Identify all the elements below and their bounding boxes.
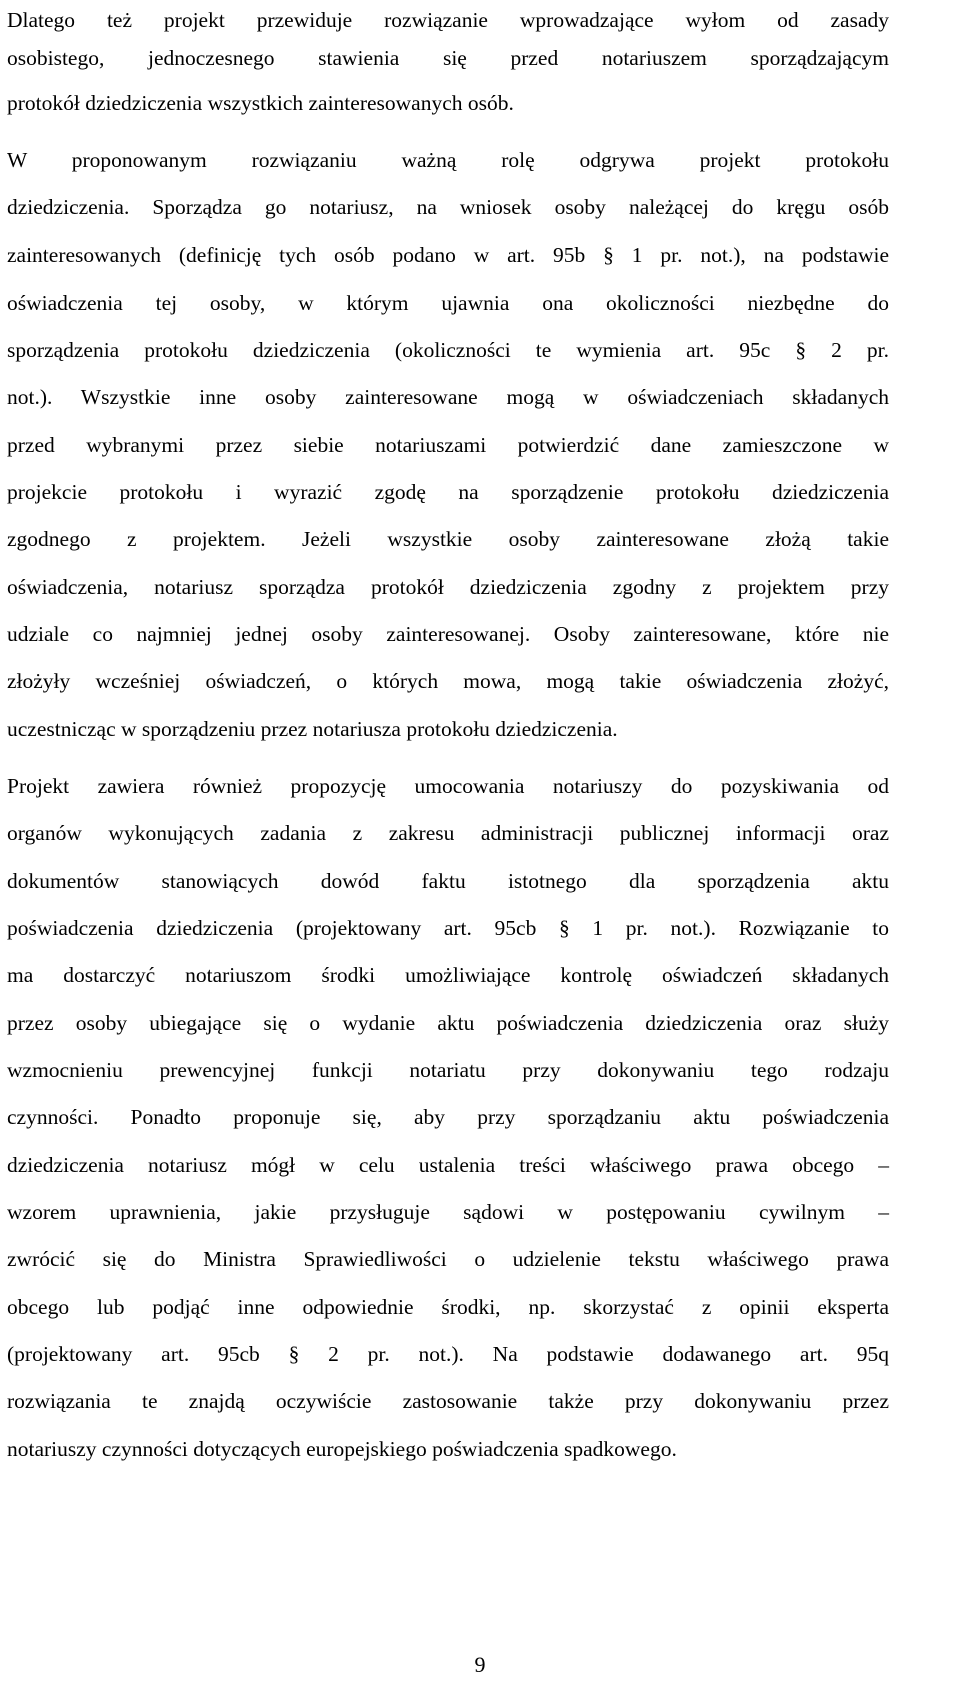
text-line: (projektowany art. 95cb § 2 pr. not.). Na podstawie dodawanego art. 95q bbox=[7, 1342, 889, 1366]
text-line: W proponowanym rozwiązaniu ważną rolę odgrywa projekt protokołu bbox=[7, 148, 889, 172]
page-number: 9 bbox=[474, 1652, 486, 1677]
text-line: protokół dziedziczenia wszystkich zainteresowanych osób. bbox=[7, 91, 514, 115]
text-line: uczestnicząc w sporządzeniu przez notariusza protokołu dziedziczenia. bbox=[7, 717, 618, 741]
text-line: przez osoby ubiegające się o wydanie aktu poświadczenia dziedziczenia oraz służy bbox=[7, 1011, 889, 1035]
text-line: rozwiązania te znajdą oczywiście zastosowanie także przy dokonywaniu przez bbox=[7, 1389, 889, 1413]
text-line: dziedziczenia notariusz mógł w celu ustalenia treści właściwego prawa obcego – bbox=[7, 1153, 889, 1177]
text-line: not.). Wszystkie inne osoby zainteresowane mogą w oświadczeniach składanych bbox=[7, 385, 889, 409]
text-line: czynności. Ponadto proponuje się, aby przy sporządzaniu aktu poświadczenia bbox=[7, 1105, 889, 1129]
text-line: poświadczenia dziedziczenia (projektowany art. 95cb § 1 pr. not.). Rozwiązanie to bbox=[7, 916, 889, 940]
text-line: wzorem uprawnienia, jakie przysługuje sądowi w postępowaniu cywilnym – bbox=[7, 1200, 889, 1224]
text-line: obcego lub podjąć inne odpowiednie środki, np. skorzystać z opinii eksperta bbox=[7, 1295, 889, 1319]
text-line: oświadczenia, notariusz sporządza protokół dziedziczenia zgodny z projektem przy bbox=[7, 575, 889, 599]
text-line: Projekt zawiera również propozycję umocowania notariuszy do pozyskiwania od bbox=[7, 774, 889, 798]
text-line: zgodnego z projektem. Jeżeli wszystkie osoby zainteresowane złożą takie bbox=[7, 527, 889, 551]
text-line: Dlatego też projekt przewiduje rozwiązanie wprowadzające wyłom od zasady bbox=[7, 8, 889, 32]
text-line: oświadczenia tej osoby, w którym ujawnia ona okoliczności niezbędne do bbox=[7, 291, 889, 315]
text-line: przed wybranymi przez siebie notariuszami potwierdzić dane zamieszczone w bbox=[7, 433, 889, 457]
text-line: udziale co najmniej jednej osoby zainteresowanej. Osoby zainteresowane, które nie bbox=[7, 622, 889, 646]
text-line: organów wykonujących zadania z zakresu administracji publicznej informacji oraz bbox=[7, 821, 889, 845]
text-line: dokumentów stanowiących dowód faktu istotnego dla sporządzenia aktu bbox=[7, 869, 889, 893]
text-line: dziedziczenia. Sporządza go notariusz, na wniosek osoby należącej do kręgu osób bbox=[7, 195, 889, 219]
text-line: złożyły wcześniej oświadczeń, o których mowa, mogą takie oświadczenia złożyć, bbox=[7, 669, 889, 693]
text-line: projekcie protokołu i wyrazić zgodę na sporządzenie protokołu dziedziczenia bbox=[7, 480, 889, 504]
text-line: notariuszy czynności dotyczących europejskiego poświadczenia spadkowego. bbox=[7, 1437, 677, 1461]
text-line: zwrócić się do Ministra Sprawiedliwości o udzielenie tekstu właściwego prawa bbox=[7, 1247, 889, 1271]
text-line: ma dostarczyć notariuszom środki umożliwiające kontrolę oświadczeń składanych bbox=[7, 963, 889, 987]
text-line: zainteresowanych (definicję tych osób podano w art. 95b § 1 pr. not.), na podstawie bbox=[7, 243, 889, 267]
text-line: wzmocnieniu prewencyjnej funkcji notariatu przy dokonywaniu tego rodzaju bbox=[7, 1058, 889, 1082]
text-line: sporządzenia protokołu dziedziczenia (okoliczności te wymienia art. 95c § 2 pr. bbox=[7, 338, 889, 362]
text-line: osobistego, jednoczesnego stawienia się przed notariuszem sporządzającym bbox=[7, 46, 889, 70]
